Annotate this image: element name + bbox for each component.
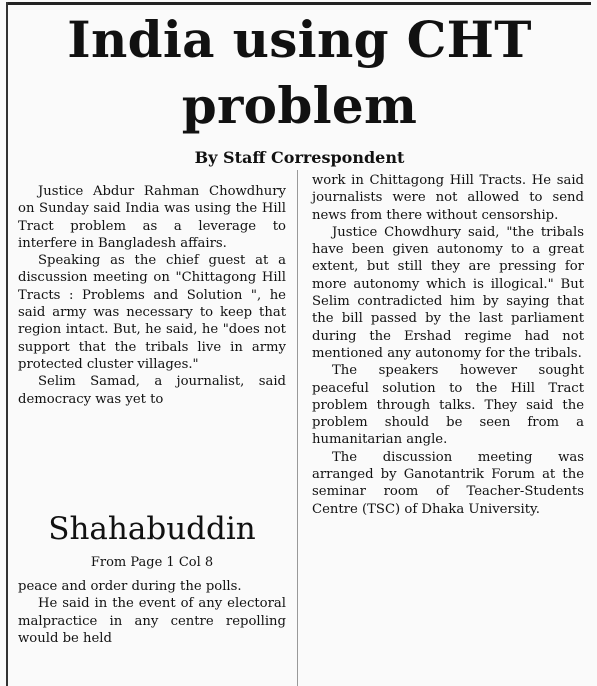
top-rule (6, 2, 591, 5)
jump-story-body (18, 578, 286, 647)
right-paragraph: work in Chittagong Hill Tracts. He said journalists were not allowed to send news from there without censorship. (312, 173, 584, 223)
right-paragraph: The speakers however sought peaceful solution to the Hill Tract problem through talks. They said the problem should be seen from a humanitarian angle. (312, 363, 584, 448)
right-column (312, 172, 584, 518)
left-paragraph: Selim Samad, a journalist, said democracy was yet to (18, 374, 286, 407)
jump-story-reference: From Page 1 Col 8 (90, 555, 214, 570)
right-paragraph: The discussion meeting was arranged by Ganotantrik Forum at the seminar room of Teacher-Students Centre (TSC) of Dhaka University. (312, 449, 584, 517)
right-paragraph: Justice Chowdhury said, "the tribals have been given autonomy to a great extent, but still they are pressing for more autonomy which is illogical." But Selim contradicted him by saying that the bill passed by the last parliament during the Ershad regime had not mentioned any autonomy for the tribals. (312, 224, 584, 361)
column-divider (297, 170, 298, 686)
headline-line-2: problem (181, 76, 418, 135)
jump-story-title: Shahabuddin (48, 511, 256, 547)
jump-paragraph: peace and order during the polls. (18, 579, 242, 594)
byline: By Staff Correspondent (194, 148, 405, 167)
left-column (18, 183, 286, 408)
left-paragraph: Justice Abdur Rahman Chowdhury on Sunday said India was using the Hill Tract problem as a leverage to interfere in Bangladesh affairs. (18, 184, 286, 251)
headline-line-1: India using CHT (67, 10, 532, 69)
left-paragraph: Speaking as the chief guest at a discussion meeting on "Chittagong Hill Tracts : Problems and Solution ", he said army was necessary to keep that region intact. But, he said, he "does not support that the tribals live in army protected cluster villages." (18, 253, 286, 372)
jump-paragraph: He said in the event of any electoral malpractice in any centre repolling would be held (18, 596, 286, 646)
